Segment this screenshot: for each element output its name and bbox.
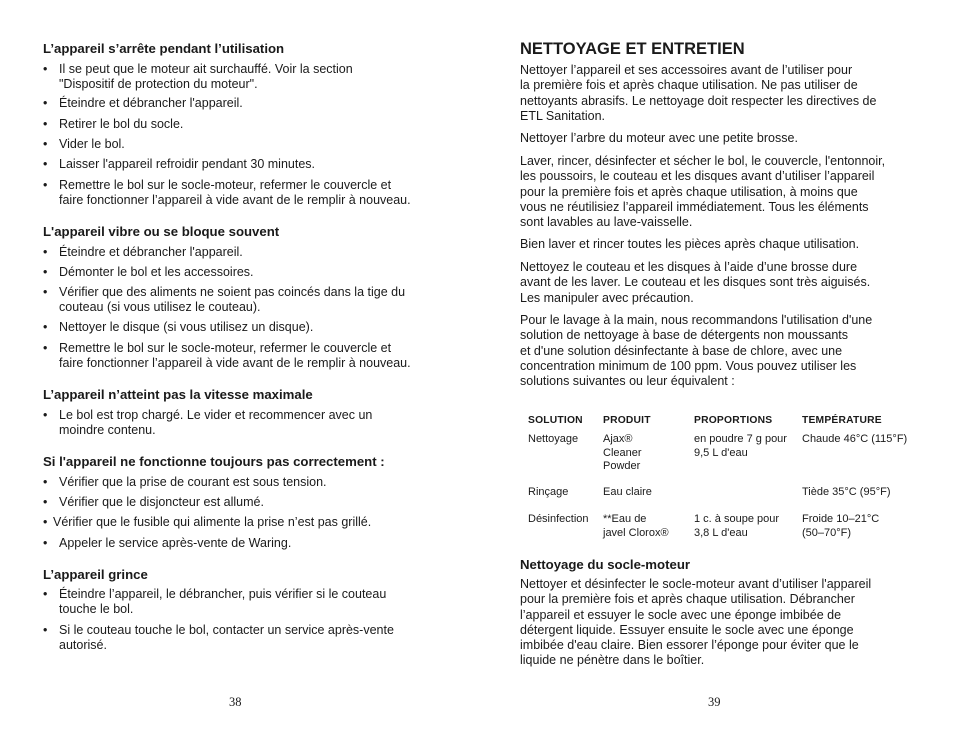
bullet-icon: • <box>43 475 48 489</box>
section-heading-max-speed: L’appareil n’atteint pas la vitesse maximale <box>43 387 313 402</box>
bullet-icon: • <box>43 408 48 422</box>
table-header: PRODUIT <box>603 415 651 426</box>
list-item: • Éteindre et débrancher l'appareil. <box>43 245 243 259</box>
table-cell: **Eau de javel Clorox® <box>603 513 669 539</box>
section-heading-vibrates: L'appareil vibre ou se bloque souvent <box>43 224 280 239</box>
list-item: • Nettoyer le disque (si vous utilisez un disque). <box>43 320 314 334</box>
section-heading-not-working: Si l'appareil ne fonctionne toujours pas correctement : <box>43 454 385 469</box>
list-item: • Remettre le bol sur le socle-moteur, refermer le couvercle et faire fonctionner l’appareil à vide avant de le remplir à nouveau. <box>43 341 411 371</box>
table-cell: en poudre 7 g pour 9,5 L d'eau <box>694 433 787 459</box>
table-cell: Chaude 46°C (115°F) <box>802 433 908 445</box>
table-header: SOLUTION <box>528 415 583 426</box>
list-item: • Si le couteau touche le bol, contacter un service après-vente autorisé. <box>43 623 394 653</box>
bullet-icon: • <box>43 515 48 529</box>
paragraph: Nettoyez le couteau et les disques à l’aide d’une brosse dure avant de les laver. Le couteau et les disques sont très aiguisés. Les manipuler avec précaution. <box>520 260 871 305</box>
table-cell: Désinfection <box>528 513 589 525</box>
list-item: • Laisser l'appareil refroidir pendant 30 minutes. <box>43 157 315 171</box>
list-item: • Éteindre et débrancher l'appareil. <box>43 96 243 110</box>
section-heading-motor-base: Nettoyage du socle-moteur <box>520 557 691 572</box>
list-item: • Vérifier que des aliments ne soient pas coincés dans la tige du couteau (si vous utilisez le couteau). <box>43 285 406 315</box>
bullet-icon: • <box>43 137 48 151</box>
table-cell: Rinçage <box>528 486 569 498</box>
table-cell: Froide 10–21°C (50–70°F) <box>802 513 880 539</box>
page-title: NETTOYAGE ET ENTRETIEN <box>520 40 745 58</box>
bullet-icon: • <box>43 62 48 76</box>
bullet-icon: • <box>43 495 48 509</box>
table-header: TEMPÉRATURE <box>802 415 882 426</box>
bullet-icon: • <box>43 157 48 171</box>
bullet-icon: • <box>43 245 48 259</box>
table-cell: Nettoyage <box>528 433 579 445</box>
table-cell: Ajax® Cleaner Powder <box>603 433 642 472</box>
bullet-icon: • <box>43 623 48 637</box>
list-item: • Vider le bol. <box>43 137 125 151</box>
list-item: • Vérifier que la prise de courant est sous tension. <box>43 475 327 489</box>
section-heading-stops: L’appareil s’arrête pendant l’utilisation <box>43 41 285 56</box>
bullet-icon: • <box>43 117 48 131</box>
table-header: PROPORTIONS <box>694 415 773 426</box>
list-item: • Éteindre l’appareil, le débrancher, puis vérifier si le couteau touche le bol. <box>43 587 387 617</box>
bullet-icon: • <box>43 536 48 550</box>
bullet-icon: • <box>43 341 48 355</box>
bullet-icon: • <box>43 178 48 192</box>
paragraph: Nettoyer l’appareil et ses accessoires avant de l’utiliser pour la première fois et après chaque utilisation. Ne pas utiliser de nettoyants abrasifs. Le nettoyage doit respecter les directives de ETL Sanitation. <box>520 63 877 123</box>
list-item: • Vérifier que le fusible qui alimente la prise n’est pas grillé. <box>43 515 372 529</box>
bullet-icon: • <box>43 320 48 334</box>
list-item: • Retirer le bol du socle. <box>43 117 184 131</box>
list-item: • Appeler le service après-vente de Waring. <box>43 536 292 550</box>
bullet-icon: • <box>43 96 48 110</box>
section-heading-squeaks: L’appareil grince <box>43 567 148 582</box>
list-item: • Démonter le bol et les accessoires. <box>43 265 254 279</box>
bullet-icon: • <box>43 265 48 279</box>
paragraph: Pour le lavage à la main, nous recommandons l'utilisation d'une solution de nettoyage à base de détergents non moussants et d'une solution désinfectante à base de chlore, avec une concentration minimum de 100 ppm. Vous pouvez utiliser les solutions suivantes ou leur équivalent : <box>520 313 873 389</box>
list-item: • Remettre le bol sur le socle-moteur, refermer le couvercle et faire fonctionner l’appareil à vide avant de le remplir à nouveau. <box>43 178 411 208</box>
table-cell: Eau claire <box>603 486 652 498</box>
bullet-icon: • <box>43 587 48 601</box>
page-number: 38 <box>229 695 242 709</box>
list-item: • Vérifier que le disjoncteur est allumé. <box>43 495 264 509</box>
table-cell: 1 c. à soupe pour 3,8 L d'eau <box>694 513 780 539</box>
list-item: • Il se peut que le moteur ait surchauffé. Voir la section "Dispositif de protection du moteur". <box>43 62 353 92</box>
paragraph: Bien laver et rincer toutes les pièces après chaque utilisation. <box>520 237 860 251</box>
table-cell: Tiède 35°C (95°F) <box>802 486 891 498</box>
paragraph: Laver, rincer, désinfecter et sécher le bol, le couvercle, l'entonnoir, les poussoirs, le couteau et les disques avant d’utiliser l’appareil pour la première fois et après chaque utilisation, à moins que vous ne réutilisiez l’appareil immédiatement. Tous les éléments sont lavables au lave-vaisselle. <box>520 154 886 230</box>
bullet-icon: • <box>43 285 48 299</box>
list-item: • Le bol est trop chargé. Le vider et recommencer avec un moindre contenu. <box>43 408 373 438</box>
page-number: 39 <box>708 695 721 709</box>
paragraph: Nettoyer et désinfecter le socle-moteur avant d’utiliser l'appareil pour la première fois et après chaque utilisation. Débrancher l’appareil et essuyer le socle avec une éponge imbibée de détergent liquide. Essuyer ensuite le socle avec une éponge imbibée d'eau claire. Bien essorer l’éponge pour éviter que le liquide ne pénètre dans le boîtier. <box>520 577 872 668</box>
paragraph: Nettoyer l’arbre du moteur avec une petite brosse. <box>520 131 798 145</box>
